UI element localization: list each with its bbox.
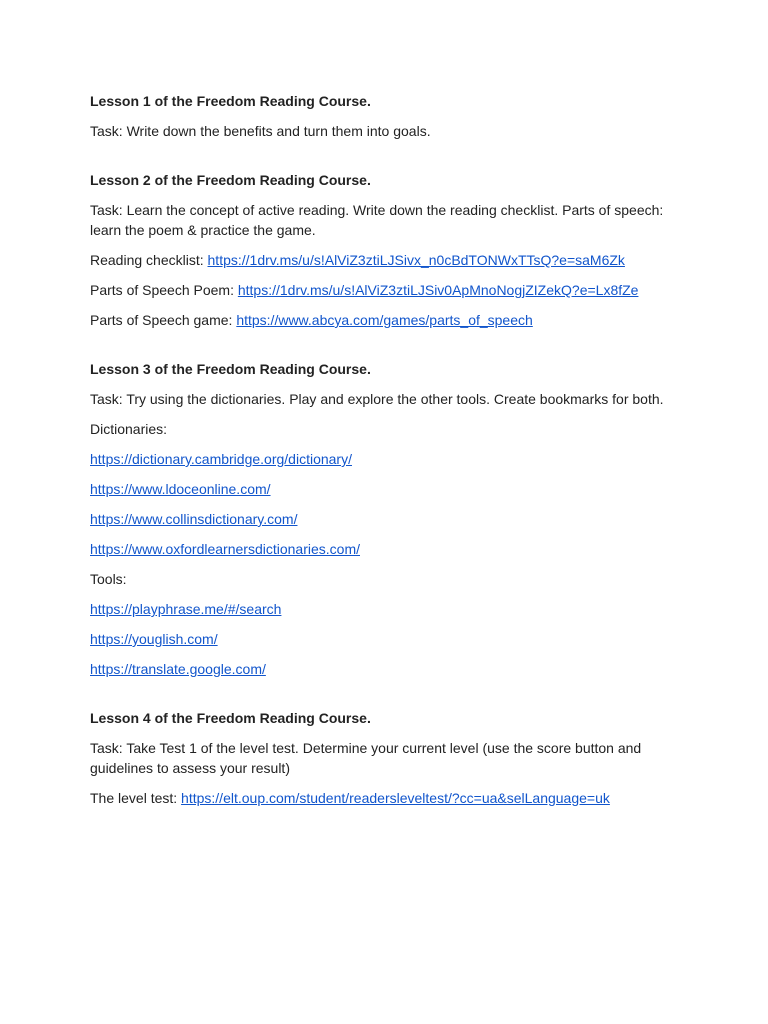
tool-item <box>90 599 680 619</box>
youglish-link[interactable]: https://youglish.com/ <box>90 631 218 647</box>
google-translate-link[interactable]: https://translate.google.com/ <box>90 661 266 677</box>
cambridge-dictionary-link[interactable]: https://dictionary.cambridge.org/dictionary/ <box>90 451 352 467</box>
lesson-4-task: Task: Take Test 1 of the level test. Determine your current level (use the score button and guidelines to assess your result) <box>90 740 642 776</box>
reading-checklist-line <box>90 250 680 270</box>
tool-item <box>90 659 680 679</box>
dictionary-item <box>90 509 680 529</box>
longman-dictionary-link[interactable]: https://www.ldoceonline.com/ <box>90 481 271 497</box>
dictionary-item <box>90 449 680 469</box>
lesson-4-title: Lesson 4 of the Freedom Reading Course. <box>90 710 371 726</box>
section-spacer <box>90 689 680 708</box>
oxford-dictionary-link[interactable]: https://www.oxfordlearnersdictionaries.com/ <box>90 541 360 557</box>
dictionary-item <box>90 539 680 559</box>
lesson-3-task: Task: Try using the dictionaries. Play and explore the other tools. Create bookmarks for both. <box>90 391 664 407</box>
level-test-label: The level test: <box>90 790 182 806</box>
reading-checklist-link[interactable]: https://1drv.ms/u/s!AlViZ3ztiLJSivx_n0cBdTONWxTTsQ?e=saM6Zk <box>207 252 625 268</box>
parts-of-speech-poem-line <box>90 280 680 300</box>
lesson-3-title: Lesson 3 of the Freedom Reading Course. <box>90 361 371 377</box>
tool-item <box>90 629 680 649</box>
lesson-1-task: Task: Write down the benefits and turn them into goals. <box>90 123 431 139</box>
parts-of-speech-poem-link[interactable]: https://1drv.ms/u/s!AlViZ3ztiLJSiv0ApMnoNogjZIZekQ?e=Lx8fZe <box>237 282 639 298</box>
lesson-1-title: Lesson 1 of the Freedom Reading Course. <box>90 93 371 109</box>
dictionary-item <box>90 479 680 499</box>
collins-dictionary-link[interactable]: https://www.collinsdictionary.com/ <box>90 511 298 527</box>
level-test-line <box>90 788 680 808</box>
lesson-2-task: Task: Learn the concept of active reading. Write down the reading checklist. Parts of speech: learn the poem & practice the game. <box>90 202 664 238</box>
document-content <box>90 91 680 818</box>
parts-of-speech-game-link[interactable]: https://www.abcya.com/games/parts_of_speech <box>236 312 533 328</box>
section-spacer <box>90 340 680 359</box>
section-spacer <box>90 151 680 170</box>
playphrase-link[interactable]: https://playphrase.me/#/search <box>90 601 282 617</box>
parts-of-speech-game-line <box>90 310 680 330</box>
reading-checklist-label: Reading checklist: <box>90 252 208 268</box>
lesson-2-title: Lesson 2 of the Freedom Reading Course. <box>90 172 371 188</box>
tools-label: Tools: <box>90 571 127 587</box>
dictionaries-label: Dictionaries: <box>90 421 168 437</box>
level-test-link[interactable]: https://elt.oup.com/student/readersleveltest/?cc=ua&selLanguage=uk <box>181 790 610 806</box>
parts-of-speech-poem-label: Parts of Speech Poem: <box>90 282 238 298</box>
parts-of-speech-game-label: Parts of Speech game: <box>90 312 237 328</box>
